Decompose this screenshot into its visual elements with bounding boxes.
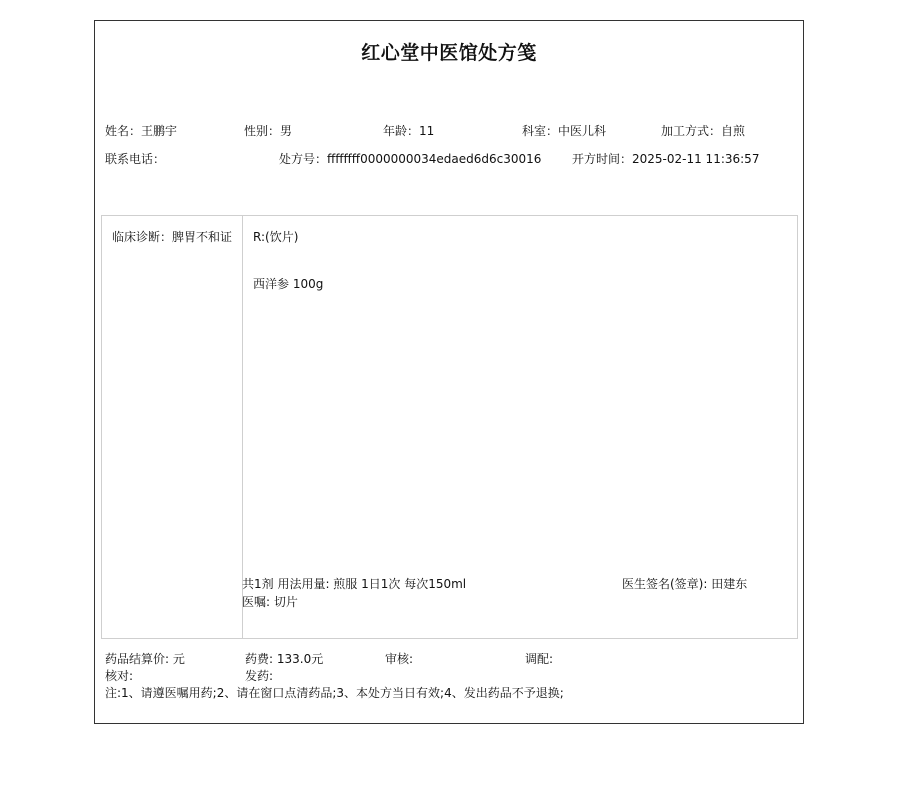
prescription-number: 处方号：ffffffff0000000034edaed6d6c30016: [279, 152, 542, 166]
usage-dosage: 共1剂 用法用量: 煎服 1日1次 每次150ml: [242, 577, 467, 591]
patient-info-row: [105, 122, 803, 138]
dispense-prep-field: 调配:: [525, 652, 554, 666]
review-field: 审核:: [385, 652, 414, 666]
clinical-diagnosis: 临床诊断：脾胃不和证: [112, 230, 233, 244]
patient-age: 年龄：11: [383, 124, 435, 138]
patient-name: 姓名：王鹏宇: [105, 124, 178, 138]
usage-block: [242, 575, 466, 611]
drug-fee: 药费: 133.0元: [245, 652, 324, 666]
patient-gender: 性别：男: [244, 124, 293, 138]
settlement-price: 药品结算价: 元: [105, 652, 185, 666]
department: 科室：中医儿科: [522, 124, 607, 138]
prescription-box: [101, 215, 798, 639]
contact-info-row: [105, 150, 803, 166]
doctor-signature: 医生签名(签章): 田建东: [622, 577, 748, 591]
dispense-field: 发药:: [245, 669, 274, 683]
processing-method: 加工方式：自煎: [661, 124, 746, 138]
doctor-advice: 医嘱: 切片: [242, 595, 298, 609]
notes-text: 注:1、请遵医嘱用药;2、请在窗口点清药品;3、本处方当日有效;4、发出药品不予退换;: [105, 686, 564, 700]
rx-heading: R:(饮片): [253, 230, 299, 244]
prescription-sheet: [94, 20, 804, 724]
contact-phone: 联系电话：: [105, 152, 166, 166]
prescribed-time: 开方时间：2025-02-11 11:36:57: [572, 152, 760, 166]
herb-item: 西洋参 100g: [253, 277, 324, 291]
check-field: 核对:: [105, 669, 134, 683]
page-title: 红心堂中医馆处方笺: [361, 42, 537, 64]
